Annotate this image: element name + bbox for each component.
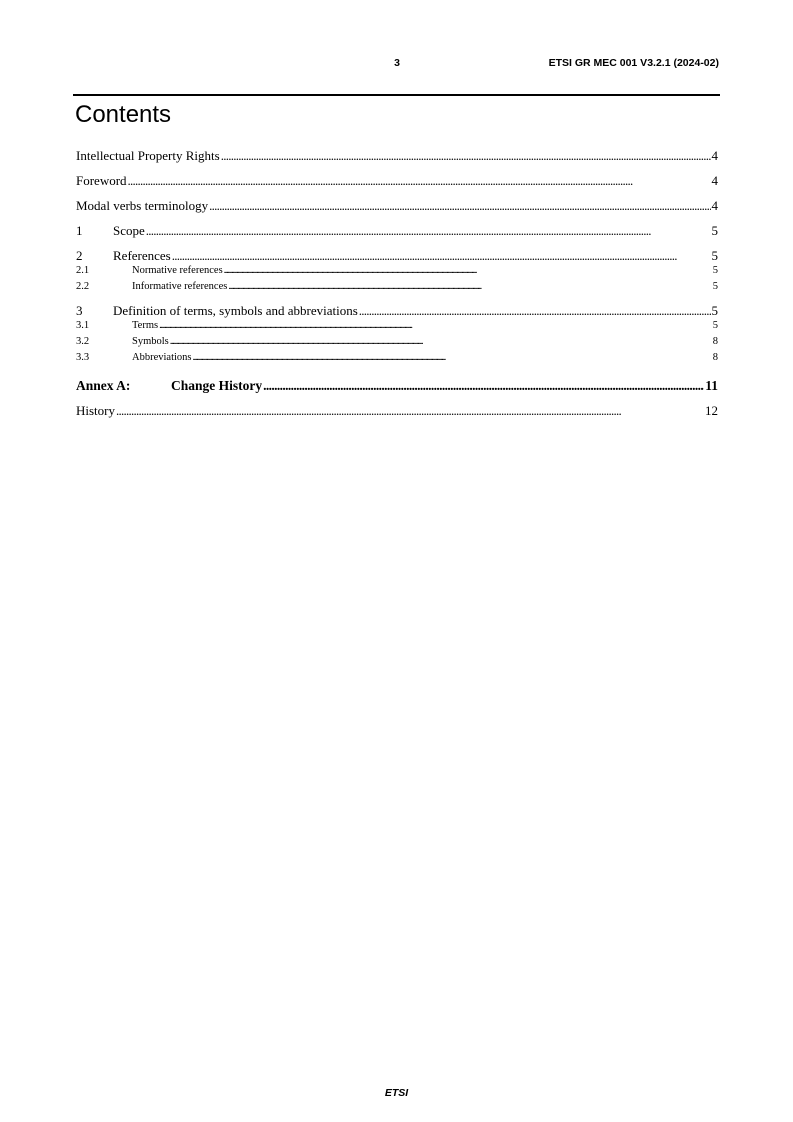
toc-entry-title: Change History: [171, 378, 263, 393]
toc-dot-leader: [193, 352, 712, 363]
toc-entry-references[interactable]: [76, 248, 718, 264]
toc-entry-number: 3: [76, 303, 83, 318]
toc-entry-page: 12: [705, 403, 718, 418]
toc-dot-leader: [172, 248, 711, 264]
toc-entry-number: 3.2: [76, 336, 90, 347]
toc-dot-leader: [128, 173, 711, 189]
toc-dot-leader: [263, 378, 704, 394]
toc-entry-number: Annex A:: [76, 378, 131, 393]
toc-entry-title: Scope: [113, 223, 145, 238]
toc-entry-scope[interactable]: [76, 223, 718, 239]
toc-entry-page: 8: [712, 352, 718, 363]
toc-entry-intellectual-property-rights[interactable]: [76, 148, 718, 164]
toc-entry-page: 5: [711, 248, 718, 263]
toc-dot-leader: [146, 223, 711, 239]
toc-entry-page: 4: [711, 173, 718, 188]
toc-entry-page: 5: [711, 303, 718, 318]
toc-entry-annex-a-change-history[interactable]: [76, 378, 718, 394]
toc-entry-normative-references[interactable]: [76, 265, 718, 276]
toc-entry-title: Terms: [132, 320, 159, 331]
toc-dot-leader: [359, 303, 711, 319]
toc-entry-title: References: [113, 248, 171, 263]
toc-entry-page: 4: [711, 198, 718, 213]
toc-entry-title: Intellectual Property Rights: [76, 148, 220, 163]
toc-entry-title: Normative references: [132, 265, 223, 276]
toc-entry-title: Foreword: [76, 173, 127, 188]
toc-entry-terms[interactable]: [76, 320, 718, 331]
toc-entry-definition-of-terms[interactable]: [76, 303, 718, 319]
toc-entry-title: Informative references: [132, 281, 228, 292]
toc-entry-title: History: [76, 403, 115, 418]
toc-entry-page: 5: [711, 223, 718, 238]
header-rule: [73, 94, 720, 96]
toc-dot-leader: [221, 148, 711, 164]
toc-entry-title: Abbreviations: [132, 352, 192, 363]
toc-entry-title: Symbols: [132, 336, 169, 347]
toc-dot-leader: [209, 198, 710, 214]
toc-entry-page: 4: [711, 148, 718, 163]
toc-entry-number: 2.1: [76, 265, 90, 276]
toc-dot-leader: [116, 403, 704, 419]
toc-entry-number: 2: [76, 248, 83, 263]
toc-dot-leader: [224, 265, 712, 276]
toc-entry-title: Definition of terms, symbols and abbreviations: [113, 303, 358, 318]
toc-entry-informative-references[interactable]: [76, 281, 718, 292]
toc-entry-page: 5: [712, 265, 718, 276]
toc-entry-number: 3.1: [76, 320, 90, 331]
toc-dot-leader: [228, 281, 711, 292]
footer-etsi: ETSI: [384, 1087, 409, 1099]
toc-entry-number: 2.2: [76, 281, 90, 292]
toc-entry-foreword[interactable]: [76, 173, 718, 189]
toc-entry-history[interactable]: [76, 403, 718, 419]
toc-entry-modal-verbs-terminology[interactable]: [76, 198, 718, 214]
document-reference: ETSI GR MEC 001 V3.2.1 (2024-02): [548, 57, 719, 69]
toc-entry-abbreviations[interactable]: [76, 352, 718, 363]
toc-entry-page: 5: [712, 281, 718, 292]
toc-entry-page: 5: [712, 320, 718, 331]
toc-entry-symbols[interactable]: [76, 336, 718, 347]
page-number: 3: [394, 57, 400, 69]
toc-entry-title: Modal verbs terminology: [76, 198, 209, 213]
toc-entry-page: 11: [705, 378, 718, 393]
toc-entry-number: 3.3: [76, 352, 90, 363]
toc-entry-page: 8: [712, 336, 718, 347]
toc-dot-leader: [159, 320, 712, 331]
contents-title: Contents: [75, 101, 172, 128]
toc-entry-number: 1: [76, 223, 83, 238]
toc-dot-leader: [170, 336, 712, 347]
